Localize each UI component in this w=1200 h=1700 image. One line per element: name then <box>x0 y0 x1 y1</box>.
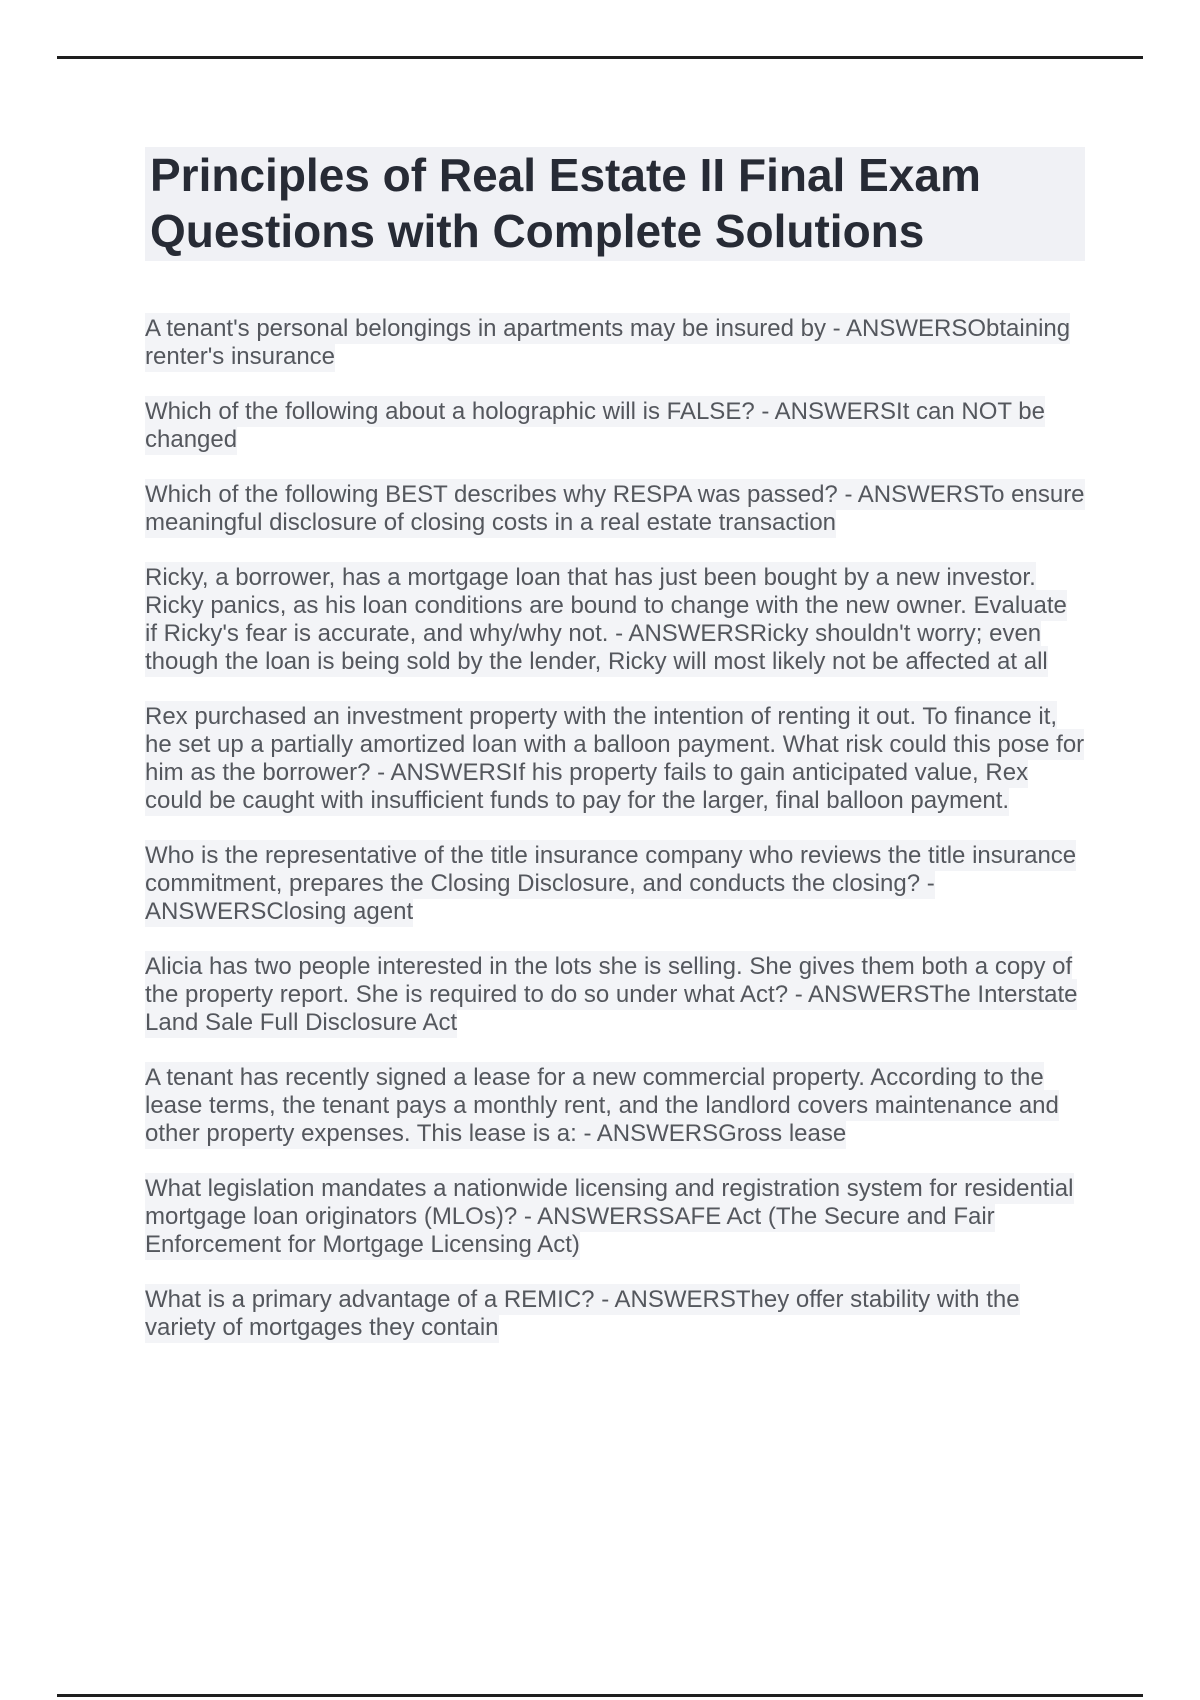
qa-list <box>145 315 1085 1342</box>
qa-item <box>145 842 1085 926</box>
qa-item <box>145 481 1085 537</box>
qa-item <box>145 398 1085 454</box>
qa-item-text: Alicia has two people interested in the lots she is selling. She gives them both a copy of the property report. She is required to do so under what Act? - ANSWERSThe Interstate Land Sale Full Disclosure Act <box>145 953 1078 1036</box>
qa-item-text: What is a primary advantage of a REMIC? - ANSWERSThey offer stability with the variety of mortgages they contain <box>145 1286 1020 1341</box>
qa-item <box>145 315 1085 371</box>
qa-item <box>145 1175 1085 1259</box>
qa-item-text: A tenant has recently signed a lease for a new commercial property. According to the lease terms, the tenant pays a monthly rent, and the landlord covers maintenance and other property expenses. This lease is a: - ANSWERSGross lease <box>145 1064 1059 1147</box>
qa-item-text: What legislation mandates a nationwide licensing and registration system for residential mortgage loan originators (MLOs)? - ANSWERSSAFE Act (The Secure and Fair Enforcement for Mortgage Licensing Act) <box>145 1175 1074 1258</box>
qa-item-text: Which of the following BEST describes why RESPA was passed? - ANSWERSTo ensure meaningful disclosure of closing costs in a real estate transaction <box>145 481 1085 536</box>
page-title-line-2: Questions with Complete Solutions <box>150 205 925 257</box>
bottom-rule <box>57 1694 1143 1697</box>
qa-item-text: Rex purchased an investment property with the intention of renting it out. To finance it, he set up a partially amortized loan with a balloon payment. What risk could this pose for him as the borrower? - ANSWERSIf his property fails to gain anticipated value, Rex could be caught with insufficient funds to pay for the larger, final balloon payment. <box>145 703 1085 814</box>
qa-item-text: Which of the following about a holographic will is FALSE? - ANSWERSIt can NOT be changed <box>145 398 1045 453</box>
qa-item <box>145 953 1085 1037</box>
document-content <box>145 147 1085 1369</box>
qa-item-text: A tenant's personal belongings in apartments may be insured by - ANSWERSObtaining renter's insurance <box>145 315 1071 370</box>
qa-item <box>145 1064 1085 1148</box>
qa-item <box>145 1286 1085 1342</box>
qa-item-text: Ricky, a borrower, has a mortgage loan that has just been bought by a new investor. Ricky panics, as his loan conditions are bound to change with the new owner. Evaluate if Ricky's fear is accurate, and why/why not. - ANSWERSRicky shouldn't worry; even though the loan is being sold by the lender, Ricky will most likely not be affected at all <box>145 564 1067 675</box>
qa-item <box>145 703 1085 815</box>
page-title <box>145 147 1085 261</box>
qa-item-text: Who is the representative of the title insurance company who reviews the title insurance commitment, prepares the Closing Disclosure, and conducts the closing? - ANSWERSClosing agent <box>145 842 1077 925</box>
page-title-line-1: Principles of Real Estate II Final Exam <box>150 149 981 201</box>
top-rule <box>57 56 1143 59</box>
qa-item <box>145 564 1085 676</box>
